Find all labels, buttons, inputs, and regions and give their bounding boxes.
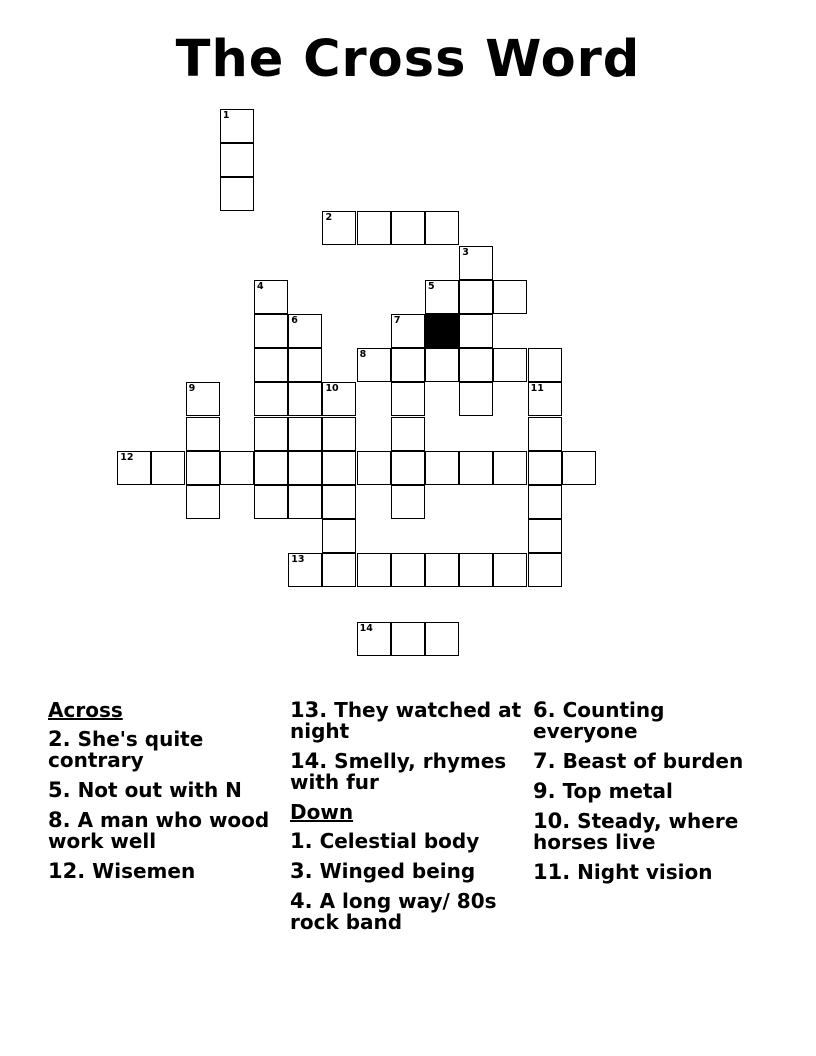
grid-cell[interactable] [322, 417, 356, 451]
grid-cell[interactable] [322, 451, 356, 485]
clue-number: 2. [48, 727, 71, 751]
clue-down-10 [533, 811, 768, 853]
clue-text: Celestial body [319, 829, 480, 853]
cell-number: 11 [530, 383, 544, 395]
grid-cell[interactable] [528, 553, 562, 587]
grid-cell[interactable] [220, 109, 254, 143]
black-square [425, 314, 459, 348]
clue-column-3 [533, 700, 768, 892]
clue-number: 7. [533, 749, 556, 773]
clue-text: Steady, where horses live [533, 809, 739, 854]
grid-cell[interactable] [391, 314, 425, 348]
grid-cell[interactable] [391, 382, 425, 416]
grid-cell[interactable] [357, 348, 391, 382]
grid-cell[interactable] [357, 211, 391, 245]
clue-number: 10. [533, 809, 571, 833]
grid-cell[interactable] [288, 485, 322, 519]
grid-cell[interactable] [459, 314, 493, 348]
grid-cell[interactable] [459, 348, 493, 382]
grid-cell[interactable] [254, 314, 288, 348]
grid-cell[interactable] [357, 553, 391, 587]
cell-number: 14 [359, 622, 373, 634]
clue-across-13 [290, 700, 525, 742]
grid-cell[interactable] [425, 348, 459, 382]
grid-cell[interactable] [288, 553, 322, 587]
clue-text: Wisemen [92, 859, 196, 883]
clue-number: 5. [48, 778, 71, 802]
grid-cell[interactable] [186, 451, 220, 485]
grid-cell[interactable] [562, 451, 596, 485]
grid-cell[interactable] [288, 417, 322, 451]
clue-number: 11. [533, 860, 571, 884]
grid-cell[interactable] [254, 417, 288, 451]
grid-cell[interactable] [220, 177, 254, 211]
grid-cell[interactable] [528, 348, 562, 382]
across-heading: Across [48, 698, 123, 722]
clue-text: Winged being [319, 859, 476, 883]
grid-cell[interactable] [425, 622, 459, 656]
grid-cell[interactable] [186, 382, 220, 416]
grid-cell[interactable] [391, 211, 425, 245]
grid-cell[interactable] [391, 451, 425, 485]
clue-across-2 [48, 729, 278, 771]
grid-cell[interactable] [528, 519, 562, 553]
clue-text: A man who wood work well [48, 808, 270, 853]
grid-cell[interactable] [425, 553, 459, 587]
clue-across-5 [48, 780, 278, 801]
grid-cell[interactable] [391, 417, 425, 451]
grid-cell[interactable] [254, 382, 288, 416]
clue-number: 1. [290, 829, 313, 853]
grid-cell[interactable] [322, 485, 356, 519]
grid-cell[interactable] [425, 211, 459, 245]
grid-cell[interactable] [357, 451, 391, 485]
grid-cell[interactable] [254, 348, 288, 382]
grid-cell[interactable] [186, 417, 220, 451]
cell-number: 2 [325, 212, 333, 224]
clue-text: Beast of burden [562, 749, 744, 773]
clue-down-1 [290, 831, 525, 852]
clue-down-11 [533, 862, 768, 883]
clue-down-9 [533, 781, 768, 802]
clue-number: 13. [290, 698, 328, 722]
clue-text: Counting everyone [533, 698, 665, 743]
grid-cell[interactable] [493, 280, 527, 314]
cell-number: 8 [359, 349, 367, 361]
grid-cell[interactable] [459, 246, 493, 280]
grid-cell[interactable] [391, 485, 425, 519]
down-heading: Down [290, 800, 354, 824]
grid-cell[interactable] [220, 451, 254, 485]
grid-cell[interactable] [254, 485, 288, 519]
clue-across-14 [290, 751, 525, 793]
grid-cell[interactable] [322, 553, 356, 587]
grid-cell[interactable] [254, 280, 288, 314]
cell-number: 13 [291, 554, 305, 566]
grid-cell[interactable] [493, 348, 527, 382]
cell-number: 6 [291, 314, 298, 326]
clue-text: Smelly, rhymes with fur [290, 749, 507, 794]
clue-text: Night vision [577, 860, 713, 884]
clue-text: Not out with N [77, 778, 242, 802]
cell-number: 3 [462, 246, 469, 258]
clue-text: They watched at night [290, 698, 522, 743]
grid-cell[interactable] [425, 280, 459, 314]
grid-cell[interactable] [528, 417, 562, 451]
clue-number: 4. [290, 889, 313, 913]
clue-column-1 [48, 700, 278, 891]
grid-cell[interactable] [528, 485, 562, 519]
grid-cell[interactable] [186, 485, 220, 519]
grid-cell[interactable] [493, 553, 527, 587]
clue-number: 6. [533, 698, 556, 722]
clue-down-4 [290, 891, 525, 933]
clue-down-3 [290, 861, 525, 882]
grid-cell[interactable] [288, 382, 322, 416]
page-title: The Cross Word [175, 30, 641, 89]
cell-number: 4 [257, 280, 264, 292]
clue-number: 9. [533, 779, 556, 803]
grid-cell[interactable] [528, 382, 562, 416]
grid-cell[interactable] [493, 451, 527, 485]
grid-cell[interactable] [425, 451, 459, 485]
grid-cell[interactable] [391, 348, 425, 382]
clue-text: A long way/ 80s rock band [290, 889, 497, 934]
grid-cell[interactable] [220, 143, 254, 177]
cell-number: 12 [120, 451, 134, 463]
cell-number: 7 [393, 314, 401, 326]
grid-cell[interactable] [459, 553, 493, 587]
clue-number: 14. [290, 749, 328, 773]
grid-cell[interactable] [391, 622, 425, 656]
grid-cell[interactable] [322, 519, 356, 553]
grid-cell[interactable] [117, 451, 151, 485]
grid-cell[interactable] [357, 622, 391, 656]
clue-column-2 [290, 700, 525, 942]
clue-text: Top metal [562, 779, 673, 803]
grid-cell[interactable] [254, 451, 288, 485]
cell-number: 10 [325, 383, 339, 395]
grid-cell[interactable] [288, 314, 322, 348]
grid-cell[interactable] [391, 553, 425, 587]
cell-number: 9 [188, 383, 196, 395]
clue-number: 8. [48, 808, 71, 832]
clue-down-6 [533, 700, 768, 742]
grid-cell[interactable] [528, 451, 562, 485]
clue-number: 12. [48, 859, 86, 883]
grid-cell[interactable] [151, 451, 185, 485]
grid-cell[interactable] [459, 451, 493, 485]
grid-cell[interactable] [459, 382, 493, 416]
clue-text: She's quite contrary [48, 727, 204, 772]
cell-number: 1 [222, 109, 230, 121]
clue-across-8 [48, 810, 278, 852]
clue-number: 3. [290, 859, 313, 883]
grid-cell[interactable] [459, 280, 493, 314]
clue-across-12 [48, 861, 278, 882]
grid-cell[interactable] [288, 451, 322, 485]
grid-cell[interactable] [322, 211, 356, 245]
grid-cell[interactable] [288, 348, 322, 382]
clue-down-7 [533, 751, 768, 772]
grid-cell[interactable] [322, 382, 356, 416]
cell-number: 5 [428, 280, 435, 292]
